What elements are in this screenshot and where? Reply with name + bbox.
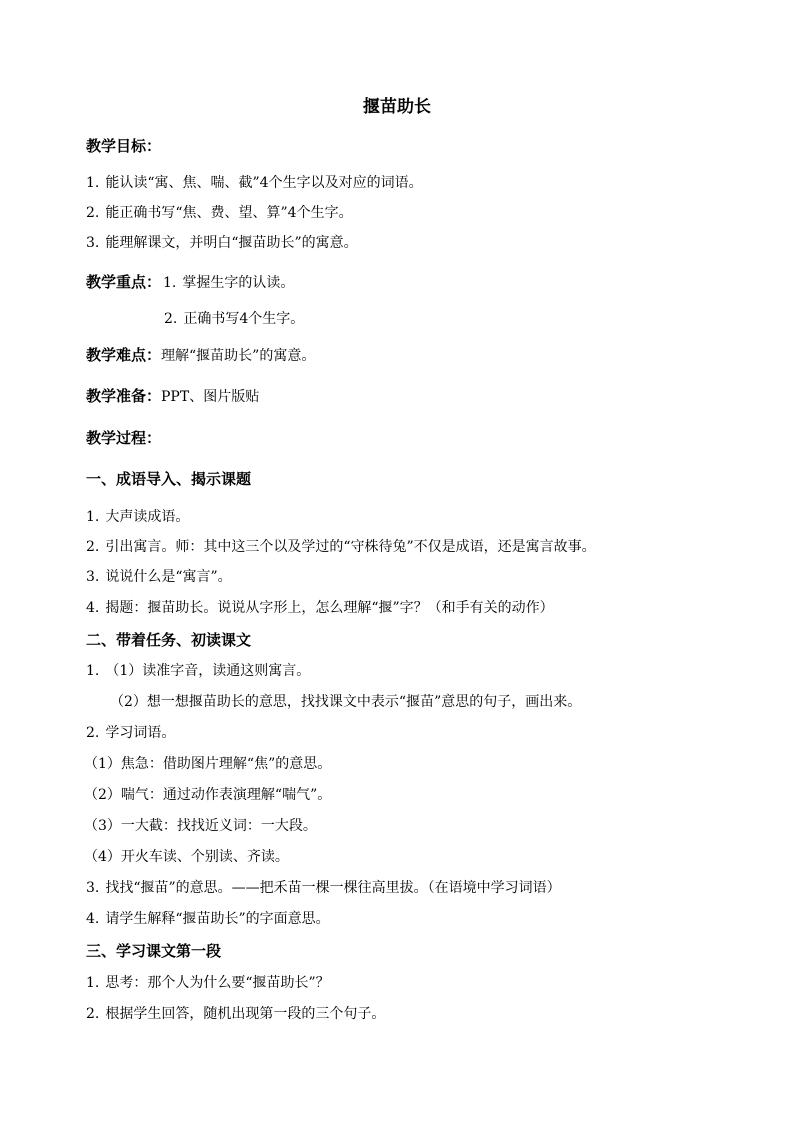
section2-sub-item: （4）开火车读、个别读、齐读。 [84, 849, 289, 865]
difficulty-heading: 教学难点： [86, 346, 162, 364]
section2-sub-item: （1）焦急：借助图片理解“焦”的意思。 [84, 756, 332, 772]
section2-sub-item: （2）喘气：通过动作表演理解“喘气”。 [84, 787, 332, 803]
key-point-item: 2. 正确书写4个生字。 [164, 311, 305, 327]
difficulty-line: 教学难点：理解“揠苗助长”的寓意。 [86, 346, 316, 364]
section3-heading: 三、学习课文第一段 [86, 942, 222, 960]
objectives-heading: 教学目标： [86, 137, 162, 155]
preparation-line: 教学准备：PPT、图片版贴 [86, 387, 260, 405]
section3-item: 2. 根据学生回答，随机出现第一段的三个句子。 [86, 1006, 386, 1022]
document-title: 揠苗助长 [363, 97, 431, 117]
section1-item: 2. 引出寓言。师：其中这三个以及学过的“守株待兔”不仅是成语，还是寓言故事。 [86, 539, 596, 555]
process-heading: 教学过程： [86, 429, 162, 447]
section2-sub-item: （3）一大截：找找近义词：一大段。 [84, 818, 317, 834]
section2-item: 2. 学习词语。 [86, 725, 176, 741]
section2-item: 4. 请学生解释“揠苗助长”的字面意思。 [86, 911, 330, 927]
key-points-line: 教学重点： 1. 掌握生字的认读。 [86, 273, 295, 291]
section1-item: 3. 说说什么是“寓言”。 [86, 569, 232, 585]
objective-item: 2. 能正确书写“焦、费、望、算”4个生字。 [86, 205, 353, 221]
section1-heading: 一、成语导入、揭示课题 [86, 470, 252, 488]
section1-item: 1. 大声读成语。 [86, 509, 190, 525]
section3-item: 1. 思考：那个人为什么要“揠苗助长”？ [86, 975, 330, 991]
section2-item: 1. （1）读准字音，读通这则寓言。 [86, 663, 311, 679]
section2-heading: 二、带着任务、初读课文 [86, 631, 252, 649]
objective-item: 3. 能理解课文，并明白“揠苗助长”的寓意。 [86, 235, 358, 251]
section2-item: 3. 找找“揠苗”的意思。——把禾苗一棵一棵往高里拔。（在语境中学习词语） [86, 880, 561, 896]
section2-subline: （2）想一想揠苗助长的意思，找找课文中表示“揠苗”意思的句子，画出来。 [110, 694, 582, 710]
objective-item: 1. 能认读“寓、焦、喘、截”4个生字以及对应的词语。 [86, 175, 423, 191]
section1-item: 4. 揭题：揠苗助长。说说从字形上，怎么理解“揠”字？（和手有关的动作） [86, 600, 554, 616]
key-points-heading: 教学重点： [86, 273, 162, 291]
preparation-heading: 教学准备： [86, 387, 162, 405]
